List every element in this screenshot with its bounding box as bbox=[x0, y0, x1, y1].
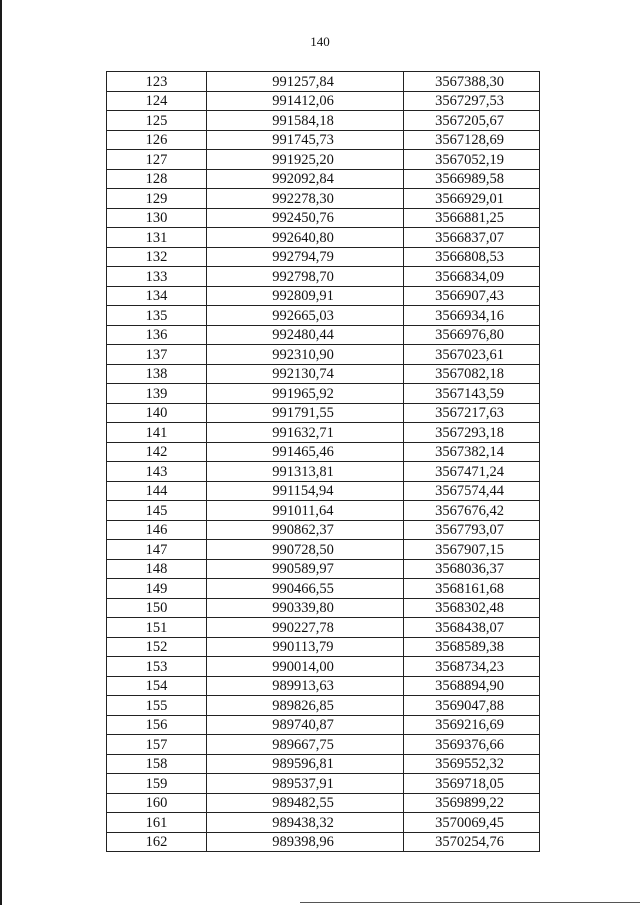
table-row bbox=[107, 696, 540, 716]
point-number-cell: 154 bbox=[107, 676, 207, 696]
point-number-cell: 147 bbox=[107, 540, 207, 560]
point-number-cell: 149 bbox=[107, 579, 207, 599]
y-coordinate-cell: 3567382,14 bbox=[404, 442, 540, 462]
y-coordinate-cell: 3569216,69 bbox=[404, 715, 540, 735]
table-row bbox=[107, 384, 540, 404]
y-coordinate-cell: 3568302,48 bbox=[404, 598, 540, 618]
y-coordinate-cell: 3567574,44 bbox=[404, 481, 540, 501]
point-number-cell: 150 bbox=[107, 598, 207, 618]
table-row bbox=[107, 208, 540, 228]
table-row bbox=[107, 559, 540, 579]
table-row bbox=[107, 813, 540, 833]
table-row bbox=[107, 715, 540, 735]
point-number-cell: 156 bbox=[107, 715, 207, 735]
y-coordinate-cell: 3567297,53 bbox=[404, 91, 540, 111]
x-coordinate-cell: 992794,79 bbox=[207, 247, 404, 267]
point-number-cell: 161 bbox=[107, 813, 207, 833]
y-coordinate-cell: 3566907,43 bbox=[404, 286, 540, 306]
y-coordinate-cell: 3568438,07 bbox=[404, 618, 540, 638]
table-row bbox=[107, 169, 540, 189]
x-coordinate-cell: 991257,84 bbox=[207, 72, 404, 92]
point-number-cell: 124 bbox=[107, 91, 207, 111]
table-row bbox=[107, 325, 540, 345]
point-number-cell: 146 bbox=[107, 520, 207, 540]
table-row bbox=[107, 267, 540, 287]
point-number-cell: 158 bbox=[107, 754, 207, 774]
table-row bbox=[107, 150, 540, 170]
x-coordinate-cell: 989596,81 bbox=[207, 754, 404, 774]
x-coordinate-cell: 990227,78 bbox=[207, 618, 404, 638]
x-coordinate-cell: 989438,32 bbox=[207, 813, 404, 833]
x-coordinate-cell: 990589,97 bbox=[207, 559, 404, 579]
point-number-cell: 148 bbox=[107, 559, 207, 579]
x-coordinate-cell: 992092,84 bbox=[207, 169, 404, 189]
table-row bbox=[107, 793, 540, 813]
point-number-cell: 138 bbox=[107, 364, 207, 384]
x-coordinate-cell: 992809,91 bbox=[207, 286, 404, 306]
point-number-cell: 123 bbox=[107, 72, 207, 92]
x-coordinate-cell: 992640,80 bbox=[207, 228, 404, 248]
table-row bbox=[107, 481, 540, 501]
x-coordinate-cell: 992310,90 bbox=[207, 345, 404, 365]
x-coordinate-cell: 989482,55 bbox=[207, 793, 404, 813]
x-coordinate-cell: 989537,91 bbox=[207, 774, 404, 794]
point-number-cell: 132 bbox=[107, 247, 207, 267]
x-coordinate-cell: 991965,92 bbox=[207, 384, 404, 404]
table-row bbox=[107, 520, 540, 540]
point-number-cell: 128 bbox=[107, 169, 207, 189]
point-number-cell: 151 bbox=[107, 618, 207, 638]
table-row bbox=[107, 754, 540, 774]
x-coordinate-cell: 991745,73 bbox=[207, 130, 404, 150]
table-row bbox=[107, 657, 540, 677]
x-coordinate-cell: 990339,80 bbox=[207, 598, 404, 618]
y-coordinate-cell: 3566834,09 bbox=[404, 267, 540, 287]
y-coordinate-cell: 3568161,68 bbox=[404, 579, 540, 599]
x-coordinate-cell: 990466,55 bbox=[207, 579, 404, 599]
y-coordinate-cell: 3569718,05 bbox=[404, 774, 540, 794]
y-coordinate-cell: 3567023,61 bbox=[404, 345, 540, 365]
table-row bbox=[107, 832, 540, 852]
table-row bbox=[107, 91, 540, 111]
y-coordinate-cell: 3569899,22 bbox=[404, 793, 540, 813]
y-coordinate-cell: 3568894,90 bbox=[404, 676, 540, 696]
point-number-cell: 144 bbox=[107, 481, 207, 501]
x-coordinate-cell: 989398,96 bbox=[207, 832, 404, 852]
point-number-cell: 157 bbox=[107, 735, 207, 755]
point-number-cell: 145 bbox=[107, 501, 207, 521]
point-number-cell: 131 bbox=[107, 228, 207, 248]
x-coordinate-cell: 989826,85 bbox=[207, 696, 404, 716]
x-coordinate-cell: 991154,94 bbox=[207, 481, 404, 501]
table-row bbox=[107, 286, 540, 306]
x-coordinate-cell: 992665,03 bbox=[207, 306, 404, 326]
x-coordinate-cell: 990862,37 bbox=[207, 520, 404, 540]
table-row bbox=[107, 72, 540, 92]
point-number-cell: 155 bbox=[107, 696, 207, 716]
coordinates-table-body bbox=[107, 72, 540, 852]
y-coordinate-cell: 3566976,80 bbox=[404, 325, 540, 345]
scan-left-edge bbox=[0, 0, 2, 905]
point-number-cell: 136 bbox=[107, 325, 207, 345]
table-row bbox=[107, 364, 540, 384]
x-coordinate-cell: 990728,50 bbox=[207, 540, 404, 560]
x-coordinate-cell: 989667,75 bbox=[207, 735, 404, 755]
x-coordinate-cell: 992278,30 bbox=[207, 189, 404, 209]
x-coordinate-cell: 992130,74 bbox=[207, 364, 404, 384]
x-coordinate-cell: 989913,63 bbox=[207, 676, 404, 696]
table-row bbox=[107, 735, 540, 755]
point-number-cell: 160 bbox=[107, 793, 207, 813]
table-row bbox=[107, 676, 540, 696]
y-coordinate-cell: 3570069,45 bbox=[404, 813, 540, 833]
table-row bbox=[107, 579, 540, 599]
point-number-cell: 137 bbox=[107, 345, 207, 365]
table-row bbox=[107, 618, 540, 638]
x-coordinate-cell: 992450,76 bbox=[207, 208, 404, 228]
y-coordinate-cell: 3566989,58 bbox=[404, 169, 540, 189]
x-coordinate-cell: 990014,00 bbox=[207, 657, 404, 677]
point-number-cell: 141 bbox=[107, 423, 207, 443]
point-number-cell: 159 bbox=[107, 774, 207, 794]
y-coordinate-cell: 3567676,42 bbox=[404, 501, 540, 521]
point-number-cell: 130 bbox=[107, 208, 207, 228]
y-coordinate-cell: 3567907,15 bbox=[404, 540, 540, 560]
y-coordinate-cell: 3568734,23 bbox=[404, 657, 540, 677]
y-coordinate-cell: 3567793,07 bbox=[404, 520, 540, 540]
y-coordinate-cell: 3568036,37 bbox=[404, 559, 540, 579]
point-number-cell: 140 bbox=[107, 403, 207, 423]
table-row bbox=[107, 247, 540, 267]
x-coordinate-cell: 991465,46 bbox=[207, 442, 404, 462]
table-row bbox=[107, 189, 540, 209]
table-row bbox=[107, 111, 540, 131]
y-coordinate-cell: 3569047,88 bbox=[404, 696, 540, 716]
point-number-cell: 127 bbox=[107, 150, 207, 170]
x-coordinate-cell: 991011,64 bbox=[207, 501, 404, 521]
x-coordinate-cell: 991412,06 bbox=[207, 91, 404, 111]
y-coordinate-cell: 3569552,32 bbox=[404, 754, 540, 774]
y-coordinate-cell: 3567293,18 bbox=[404, 423, 540, 443]
x-coordinate-cell: 991925,20 bbox=[207, 150, 404, 170]
y-coordinate-cell: 3570254,76 bbox=[404, 832, 540, 852]
point-number-cell: 139 bbox=[107, 384, 207, 404]
y-coordinate-cell: 3567217,63 bbox=[404, 403, 540, 423]
y-coordinate-cell: 3567082,18 bbox=[404, 364, 540, 384]
table-row bbox=[107, 130, 540, 150]
y-coordinate-cell: 3566934,16 bbox=[404, 306, 540, 326]
scan-bottom-edge bbox=[300, 902, 640, 903]
x-coordinate-cell: 991584,18 bbox=[207, 111, 404, 131]
point-number-cell: 142 bbox=[107, 442, 207, 462]
point-number-cell: 152 bbox=[107, 637, 207, 657]
point-number-cell: 153 bbox=[107, 657, 207, 677]
y-coordinate-cell: 3568589,38 bbox=[404, 637, 540, 657]
page-number: 140 bbox=[310, 34, 330, 49]
point-number-cell: 125 bbox=[107, 111, 207, 131]
coordinates-table bbox=[106, 71, 540, 852]
y-coordinate-cell: 3567052,19 bbox=[404, 150, 540, 170]
table-row bbox=[107, 774, 540, 794]
x-coordinate-cell: 989740,87 bbox=[207, 715, 404, 735]
point-number-cell: 162 bbox=[107, 832, 207, 852]
table-row bbox=[107, 637, 540, 657]
point-number-cell: 134 bbox=[107, 286, 207, 306]
table-row bbox=[107, 540, 540, 560]
x-coordinate-cell: 990113,79 bbox=[207, 637, 404, 657]
y-coordinate-cell: 3567471,24 bbox=[404, 462, 540, 482]
point-number-cell: 126 bbox=[107, 130, 207, 150]
x-coordinate-cell: 992480,44 bbox=[207, 325, 404, 345]
y-coordinate-cell: 3567388,30 bbox=[404, 72, 540, 92]
point-number-cell: 133 bbox=[107, 267, 207, 287]
table-row bbox=[107, 306, 540, 326]
table-row bbox=[107, 598, 540, 618]
point-number-cell: 129 bbox=[107, 189, 207, 209]
point-number-cell: 135 bbox=[107, 306, 207, 326]
y-coordinate-cell: 3566881,25 bbox=[404, 208, 540, 228]
y-coordinate-cell: 3566929,01 bbox=[404, 189, 540, 209]
y-coordinate-cell: 3566837,07 bbox=[404, 228, 540, 248]
table-row bbox=[107, 462, 540, 482]
x-coordinate-cell: 991791,55 bbox=[207, 403, 404, 423]
point-number-cell: 143 bbox=[107, 462, 207, 482]
y-coordinate-cell: 3567143,59 bbox=[404, 384, 540, 404]
table-row bbox=[107, 423, 540, 443]
y-coordinate-cell: 3569376,66 bbox=[404, 735, 540, 755]
table-row bbox=[107, 228, 540, 248]
x-coordinate-cell: 992798,70 bbox=[207, 267, 404, 287]
y-coordinate-cell: 3567205,67 bbox=[404, 111, 540, 131]
table-row bbox=[107, 403, 540, 423]
x-coordinate-cell: 991313,81 bbox=[207, 462, 404, 482]
x-coordinate-cell: 991632,71 bbox=[207, 423, 404, 443]
table-row bbox=[107, 442, 540, 462]
table-row bbox=[107, 501, 540, 521]
table-row bbox=[107, 345, 540, 365]
y-coordinate-cell: 3566808,53 bbox=[404, 247, 540, 267]
y-coordinate-cell: 3567128,69 bbox=[404, 130, 540, 150]
